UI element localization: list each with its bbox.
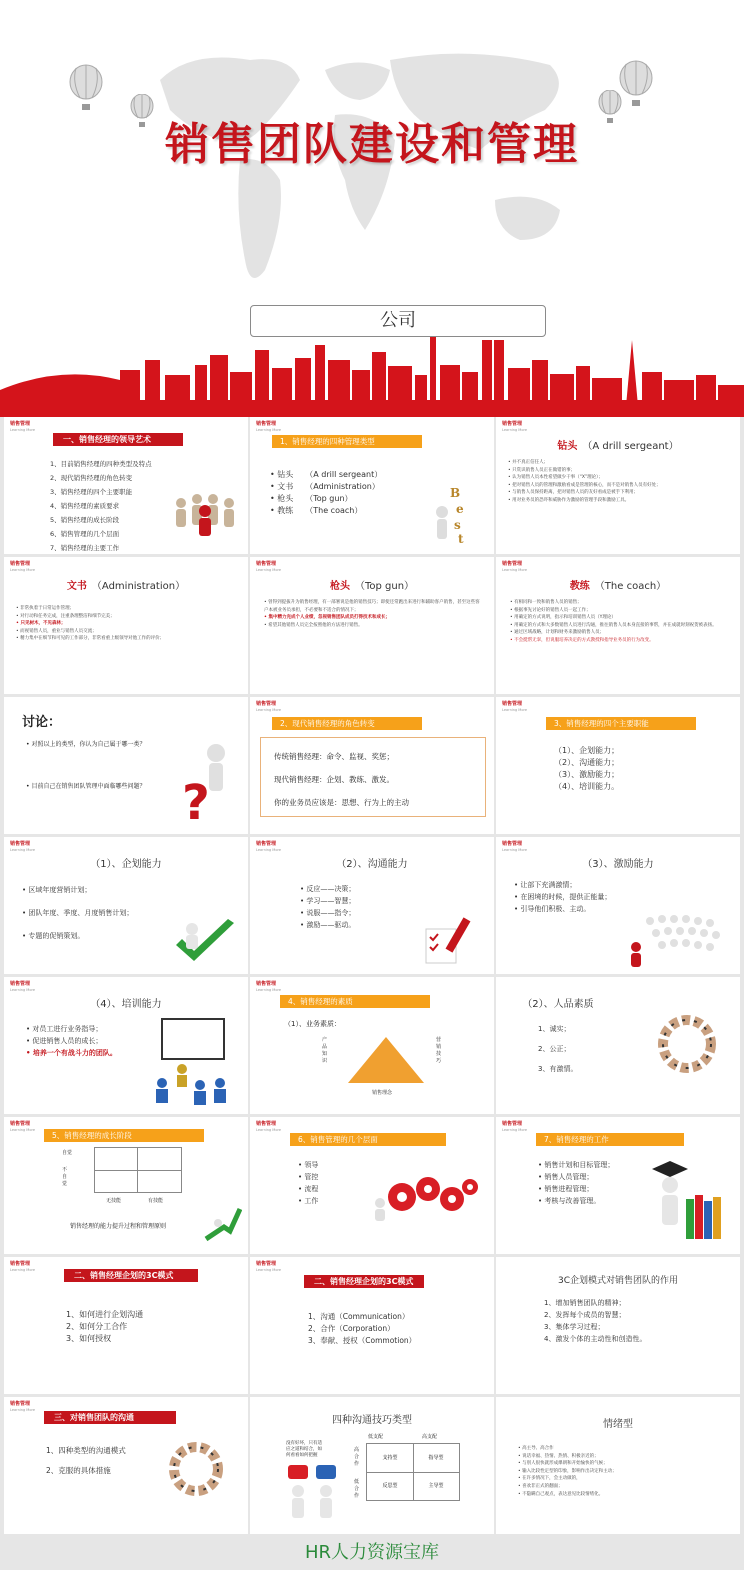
brand-logo: 销售管理 Learning More [256, 981, 281, 992]
brand-logo: 销售管理 Learning More [256, 701, 281, 712]
section-banner: 二、销售经理企划的3C模式 [64, 1269, 198, 1282]
growth-caption: 销售经理的能力提升过程和管理原则 [70, 1223, 167, 1230]
section-banner: 6、销售管理的几个层面 [290, 1133, 446, 1146]
communication-matrix [366, 1443, 460, 1501]
pen-checklist-icon [422, 915, 476, 965]
business-quality-label: （1）、业务素质： [284, 1020, 341, 1028]
slide-four-types[interactable] [250, 417, 494, 554]
slide-administration[interactable] [4, 557, 248, 694]
3c-intro-list: 1、如何进行企划沟通 2、如何分工合作 3、如何授权 [66, 1310, 144, 1343]
brand-logo: 销售管理 Learning More [502, 1121, 527, 1132]
speech-figures-icon [284, 1463, 344, 1523]
cover-slide [0, 0, 744, 417]
planning-list: • 区域年度营销计划； • 团队年度、季度、月度销售计划； • 专题的促销策划。 [22, 886, 134, 940]
brand-logo: 销售管理 Learning More [256, 1121, 281, 1132]
slide-four-communication-types[interactable] [250, 1397, 494, 1534]
motivation-list: • 让部下充满激情； • 在困境的时候，提供正能量； • 引导他们积极、主动。 [514, 881, 612, 913]
svg-text:s: s [454, 518, 461, 532]
cover-title: 销售团队建设和管理 [165, 119, 579, 170]
crowd-leader-icon [620, 909, 730, 969]
slide-team-communication[interactable] [4, 1397, 248, 1534]
slide-title: 情绪型 [603, 1419, 633, 1430]
communication-topics-list: 1、四种类型的沟通模式 2、克服的具体措施 [46, 1446, 126, 1475]
emotional-traits-list: • 高主导、高合作 • 说话幸福、热情、热情、积极亲近的； • 与别人很快就形成爆朗和开始愉快的气候； • 输入比较性定型的印象，影响作出决定和主动； • 在许多情况下，会主动做的， • 喜欢非正式的翻面； • 不隐瞒自己观点，表达意见比较情绪化。 [518, 1446, 617, 1497]
slide-title: （2）、沟通能力 [336, 859, 408, 870]
salesperson-should-be: 你的业务员应该是：思想、行为上的主动 [274, 798, 409, 807]
brand-logo: 销售管理 Learning More [10, 1401, 35, 1412]
types-list: • 钻头 （A drill sergeant） • 文书 （Administration） • 枪头 （Top gun） • 教练 （The coach） [270, 470, 383, 515]
slide-personal-qualities[interactable] [496, 977, 740, 1114]
hands-circle-icon [164, 1437, 228, 1501]
brand-logo: 销售管理 Learning More [502, 421, 527, 432]
slide-role-change[interactable] [250, 697, 494, 834]
brand-logo: 销售管理 Learning More [502, 701, 527, 712]
section-banner: 1、销售经理的四种管理类型 [272, 435, 422, 448]
brand-logo: 销售管理 Learning More [10, 421, 35, 432]
brand-logo: 销售管理 Learning More [256, 1261, 281, 1272]
row-high-cooperation: 高合作 [354, 1447, 360, 1467]
column-low-dominance: 低支配 [368, 1434, 384, 1440]
effects-list: 1、增加销售团队的精神； 2、发挥每个成员的智慧； 3、集体学习过程； 4、激发个体的主动性和创造性。 [544, 1299, 647, 1343]
slide-leadership-art[interactable] [4, 417, 248, 554]
brand-logo: 销售管理 Learning More [502, 841, 527, 852]
slide-growth-stages[interactable] [4, 1117, 248, 1254]
brand-logo: 销售管理 Learning More [10, 841, 35, 852]
section-banner: 7、销售经理的工作 [536, 1133, 684, 1146]
section-banner: 5、销售经理的成长阶段 [44, 1129, 204, 1142]
levels-list: • 领导 • 管控 • 流程 • 工作 [298, 1161, 319, 1205]
city-skyline-graphic [0, 330, 744, 417]
slide-training-ability[interactable] [4, 977, 248, 1114]
slide-title: （4）、培训能力 [90, 999, 162, 1010]
slide-management-levels[interactable] [250, 1117, 494, 1254]
svg-text:?: ? [182, 775, 210, 825]
section-banner: 三、对销售团队的沟通 [44, 1411, 176, 1424]
slide-title: 钻头 （A drill sergeant） [557, 441, 679, 452]
svg-text:e: e [456, 502, 464, 516]
training-list: • 对员工进行业务指导； • 促进销售人员的成长； • 培养一个有战斗力的团队。 [26, 1025, 117, 1057]
x-label-skilled: 有技能 [148, 1198, 164, 1204]
slide-title: （3）、激励能力 [582, 859, 654, 870]
marketing-skill-label: 营销技巧 [436, 1037, 442, 1064]
slide-manager-qualities[interactable] [250, 977, 494, 1114]
checkmark-figure-icon [172, 917, 238, 965]
dominant-cell: 主导型 [428, 1483, 444, 1489]
traits-list: • 非常执着于日常运作管理； • 对行动和任务完成，注重条理整洁和细节完美； • 只见树木，不见森林； • 而视销售人员，重业与销售人员交流； • 精力集中在细节和可见的工作部分，非常看重上级领导对他工作的评价； [16, 606, 165, 642]
communication-list: • 反应——决策； • 学习——智慧； • 说服——指令； • 激励——驱动。 [300, 885, 356, 929]
slide-drill-sergeant[interactable] [496, 417, 740, 554]
slide-3c-model-intro[interactable] [4, 1257, 248, 1394]
slide-title: 四种沟通技巧类型 [332, 1415, 412, 1426]
slide-title: 文书 （Administration） [66, 581, 186, 592]
brand-logo: 销售管理 Learning More [10, 1121, 35, 1132]
functions-list: （1）、企划能力； （2）、沟通能力； （3）、激励能力； （4）、培训能力。 [554, 746, 620, 791]
question-mark-figure-icon [182, 741, 238, 825]
traits-list: • 曾得到提拔升为销售经理，有一部署说是他的销售技巧；即使还常跑出来进行和辅助客户销售，甚至这些客户本被业务员承担，不必要和不适合的情况下； • 集中精力完成个人业绩，忽视销售团队成员打得技术和成长； • 希望其他销售人员完全按照他的方法进行销售。 [264, 600, 480, 628]
supportive-cell: 支持型 [382, 1455, 398, 1461]
row-low-cooperation: 低合作 [354, 1479, 360, 1499]
team-figures-icon [169, 489, 241, 539]
brand-logo: 销售管理 Learning More [256, 561, 281, 572]
company-box: 公司 [250, 305, 546, 337]
slide-title: 教练 （The coach） [569, 581, 667, 592]
slide-title: （1）、企划能力 [90, 859, 162, 870]
svg-text:B: B [450, 486, 461, 500]
svg-text:t: t [458, 532, 464, 546]
best-figure-icon [428, 477, 478, 547]
directive-cell: 指导型 [428, 1455, 444, 1461]
section-banner: 4、销售经理的素质 [280, 995, 430, 1008]
slide-planning-ability[interactable] [4, 837, 248, 974]
traditional-manager: 传统销售经理：命令、监视、奖惩； [274, 752, 394, 761]
slide-discussion[interactable] [4, 697, 248, 834]
traits-list: • 有相同和一致和销售人员的销售； • 根据事先讨论好的销售人员一起工作； • 用确定的方式说明，指示和培训销售人员（Y理论） • 用确定的方式和大多数销售人员进行沟通，推往销售人员本身直接的事帮，并在成就时刻祝贺被表扬。 • 通过区域战略，计划和财务来激励销售人员； • 不会挺帮无辜，但说服培养决定的方式教授和指导业务员的行为改变。 [510, 600, 717, 643]
y-label-unconscious: 不自觉 [62, 1167, 68, 1187]
slide-title: 枪头 （Top gun） [329, 581, 415, 592]
growth-matrix [94, 1147, 182, 1193]
agenda-list: 1、目前销售经理的四种类型及特点 2、现代销售经理的角色转变 3、销售经理的四个主要职能 4、销售经理的素质要求 5、销售经理的成长阶段 6、销售管理的几个层面 7、销售经理的主要工作 [50, 460, 152, 552]
slide-communication-ability[interactable] [250, 837, 494, 974]
gears-icon [370, 1163, 480, 1225]
brand-logo: 销售管理 Learning More [10, 561, 35, 572]
brand-logo: 销售管理 Learning More [10, 1261, 35, 1272]
product-knowledge-label: 产品知识 [322, 1037, 328, 1064]
brand-logo: 销售管理 Learning More [10, 981, 35, 992]
sales-concept-label: 销售理念 [372, 1090, 393, 1096]
question-2: • 目前自己在销售团队管理中面临哪些问题？ [26, 783, 146, 790]
classroom-icon [152, 1017, 238, 1107]
matrix-note: 没有好坏，只有适应之道和结合，如何看看如何把握 [286, 1441, 322, 1458]
personal-qualities-list: 1、诚实； 2、公正； 3、有激情。 [538, 1025, 578, 1073]
brand-logo: 销售管理 Learning More [256, 841, 281, 852]
slide-title: （2）、人品素质 [522, 999, 594, 1010]
section-banner: 二、销售经理企划的3C模式 [304, 1275, 424, 1288]
slide-title: 3C企划模式对销售团队的作用 [557, 1276, 678, 1286]
slide-coach[interactable] [496, 557, 740, 694]
reflective-cell: 反思型 [382, 1483, 398, 1489]
graduate-books-icon [650, 1155, 724, 1245]
slide-emotional-type[interactable] [496, 1397, 740, 1534]
quality-triangle-diagram [346, 1035, 426, 1085]
slide-motivation-ability[interactable] [496, 837, 740, 974]
footer-watermark: HR人力资源宝库 [0, 1535, 744, 1570]
work-list: • 销售计划和目标管理； • 销售人员管理； • 销售进程管理； • 考核与改善管理。 [538, 1161, 615, 1205]
brand-logo: 销售管理 Learning More [256, 421, 281, 432]
section-banner: 3、销售经理的四个主要职能 [546, 717, 696, 730]
growth-arrow-icon [204, 1203, 242, 1243]
question-1: • 对照以上的类型，你认为自己属于哪一类？ [26, 741, 146, 748]
traits-list: • 并不真正信任人； • 只赏识销售人员正在做错的事； • 认为销售人员本性希望做少干事（“X”理论）； • 把对销售人员的管理和激励看成是管理的核心，而不是对销售人员有好处； • 与销售人员保持距离，把对销售人员的友好看成是被手下利用； • 用对业务员的恐吓和威胁作为激励的管理手段和激励工具。 [508, 460, 661, 503]
slide-top-gun[interactable] [250, 557, 494, 694]
column-high-dominance: 高支配 [422, 1434, 438, 1440]
y-label-conscious: 自觉 [62, 1150, 73, 1156]
slide-title: 讨论： [22, 715, 62, 730]
section-banner: 一、销售经理的领导艺术 [53, 433, 183, 446]
world-map-graphic [150, 40, 590, 305]
slide-manager-work[interactable] [496, 1117, 740, 1254]
slide-four-functions[interactable] [496, 697, 740, 834]
slide-3c-model-detail[interactable] [250, 1257, 494, 1394]
balloon-icon [66, 64, 106, 112]
brand-logo: 销售管理 Learning More [502, 561, 527, 572]
slide-3c-effects[interactable] [496, 1257, 740, 1394]
x-label-unskilled: 无技能 [106, 1198, 122, 1204]
section-banner: 2、现代销售经理的角色转变 [272, 717, 422, 730]
hands-circle-icon [654, 1011, 720, 1077]
3c-detail-list: 1、沟通（Communication） 2、合作（Corporation） 3、奉献、授权（Commotion） [308, 1312, 417, 1345]
modern-manager: 现代销售经理：企划、教练、激发。 [274, 775, 394, 784]
